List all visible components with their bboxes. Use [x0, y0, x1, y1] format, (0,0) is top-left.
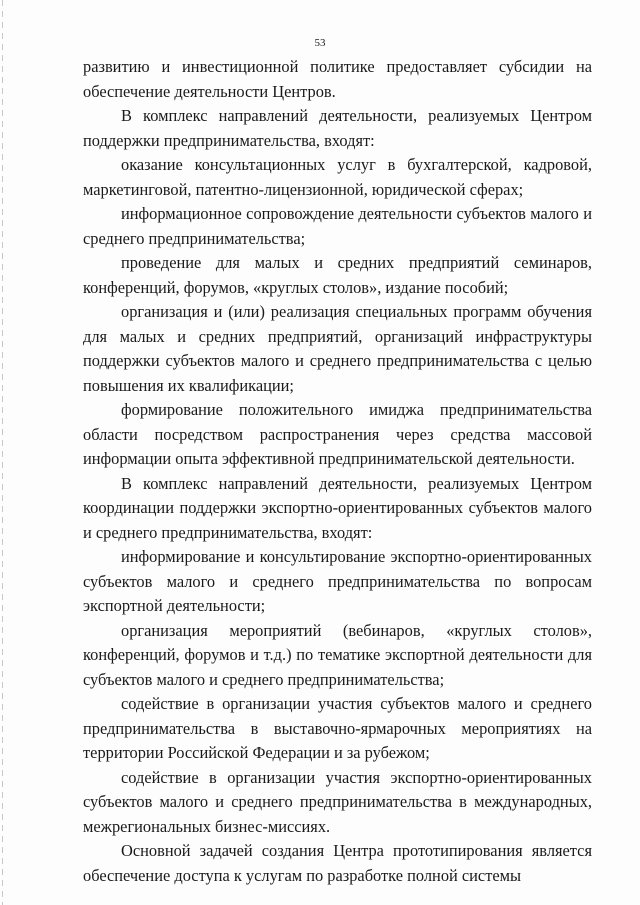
paragraph: Основной задачей создания Центра прототипирования является обеспечение доступа к услугам по разработке полной системы — [83, 841, 592, 885]
scan-edge — [2, 0, 3, 905]
list-item: формирование положительного имиджа предпринимательства области посредством распространения через средства массовой информации опыта эффективной предпринимательской деятельности. — [83, 400, 592, 468]
page-number: 53 — [314, 37, 326, 49]
paragraph: В комплекс направлений деятельности, реализуемых Центром поддержки предпринимательства, входят: — [83, 106, 592, 150]
list-item: информационное сопровождение деятельности субъектов малого и среднего предпринимательства; — [83, 204, 592, 248]
list-item: оказание консультационных услуг в бухгалтерской, кадровой, маркетинговой, патентно-лицензионной, юридической сферах; — [83, 155, 592, 199]
list-item: информирование и консультирование экспортно-ориентированных субъектов малого и среднего предпринимательства по вопросам экспортной деятельности; — [83, 547, 592, 615]
list-item: организация мероприятий (вебинаров, «круглых столов», конференций, форумов и т.д.) по тематике экспортной деятельности для субъектов малого и среднего предпринимательства; — [83, 620, 592, 689]
list-item: содействие в организации участия экспортно-ориентированных субъектов малого и среднего предпринимательства в международных, межрегиональных бизнес-миссиях. — [83, 767, 592, 836]
paragraph: В комплекс направлений деятельности, реализуемых Центром координации поддержки экспортно-ориентированных субъектов малого и среднего предпринимательства, входят: — [83, 473, 592, 542]
list-item: содействие в организации участия субъектов малого и среднего предпринимательства в выставочно-ярмарочных мероприятиях на территории Российской Федерации и за рубежом; — [83, 694, 592, 762]
list-item: проведение для малых и средних предприятий семинаров, конференций, форумов, «круглых столов», издание пособий; — [83, 253, 592, 297]
paragraph: развитию и инвестиционной политике предоставляет субсидии на обеспечение деятельности Центров. — [83, 57, 592, 101]
document-body — [83, 55, 592, 888]
list-item: организация и (или) реализация специальных программ обучения для малых и средних предприятий, организаций инфраструктуры поддержки субъектов малого и среднего предпринимательства с целью повышения их квалификации; — [83, 302, 592, 395]
